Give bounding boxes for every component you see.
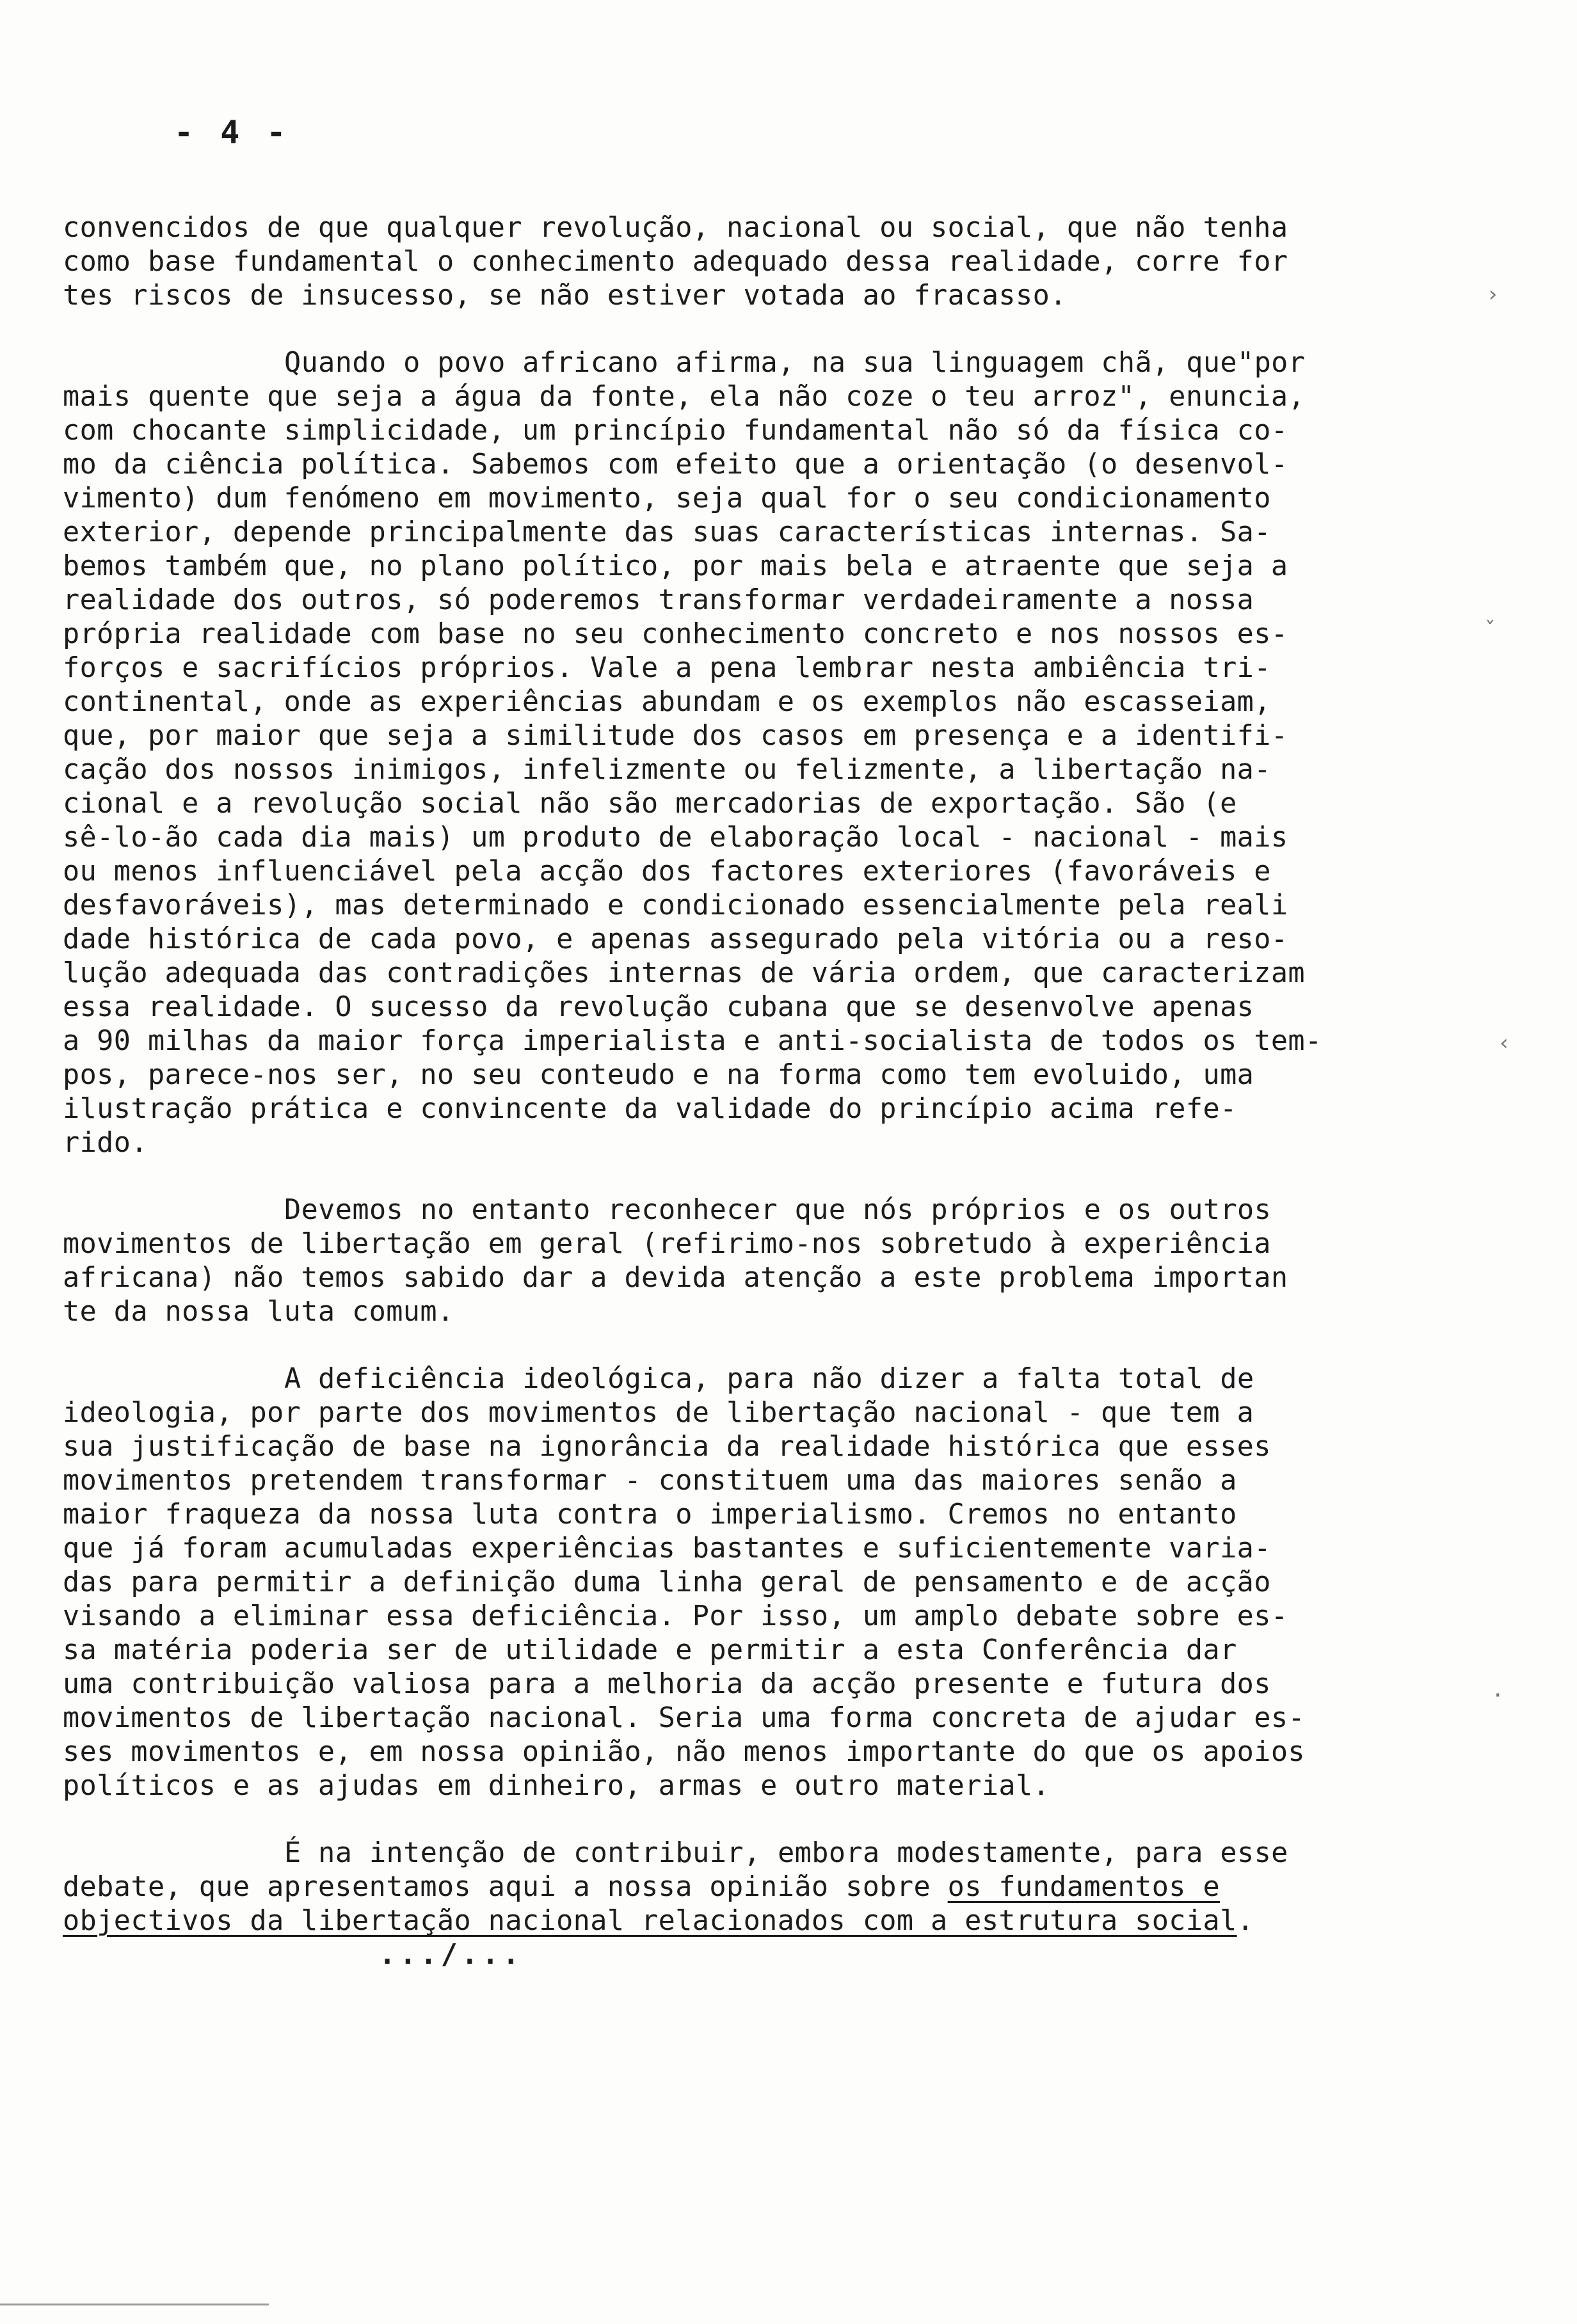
- paragraph-3: [63, 1193, 1445, 1329]
- text-line: realidade dos outros, só poderemos transformar verdadeiramente a nossa: [63, 584, 1254, 616]
- text-line: tes riscos de insucesso, se não estiver votada ao fracasso.: [63, 280, 1067, 312]
- text-line: ses movimentos e, em nossa opinião, não menos importante do que os apoios: [63, 1736, 1306, 1768]
- continuation-mark: .../...: [379, 1939, 524, 1971]
- text-line: com chocante simplicidade, um princípio fundamental não só da física co-: [63, 415, 1288, 447]
- text-line: desfavoráveis), mas determinado e condicionado essencialmente pela reali: [63, 889, 1288, 921]
- scan-edge-line: [0, 2304, 269, 2305]
- text-line: Devemos no entanto reconhecer que nós próprios e os outros: [284, 1194, 1272, 1226]
- underlined-phrase: objectivos da libertação nacional relacionados com a estrutura social: [63, 1905, 1237, 1937]
- text-line: políticos e as ajudas em dinheiro, armas e outro material.: [63, 1770, 1050, 1802]
- margin-tick: ˇ: [1484, 617, 1497, 643]
- paragraph-1: [63, 211, 1445, 313]
- text-segment: debate, que apresentamos aqui a nossa opinião sobre: [63, 1871, 948, 1903]
- text-line: essa realidade. O sucesso da revolução cubana que se desenvolve apenas: [63, 991, 1254, 1023]
- text-line: das para permitir a definição duma linha geral de pensamento e de acção: [63, 1566, 1271, 1598]
- text-line: como base fundamental o conhecimento adequado dessa realidade, corre for: [63, 246, 1288, 278]
- text-line: visando a eliminar essa deficiência. Por isso, um amplo debate sobre es-: [63, 1600, 1288, 1632]
- text-line: [63, 1904, 1445, 1938]
- text-line: exterior, depende principalmente das suas características internas. Sa-: [63, 516, 1271, 548]
- text-line: pos, parece-nos ser, no seu conteudo e na forma como tem evoluido, uma: [63, 1059, 1254, 1091]
- text-line: sê-lo-ão cada dia mais) um produto de elaboração local - nacional - mais: [63, 822, 1288, 854]
- paragraph-5: [63, 1836, 1445, 1938]
- margin-tick: ‹: [1498, 1030, 1511, 1056]
- body-text: [63, 211, 1445, 1971]
- text-line: cação dos nossos inimigos, infelizmente ou felizmente, a libertação na-: [63, 754, 1271, 786]
- margin-tick: ·: [1491, 1683, 1505, 1708]
- text-line: Quando o povo africano afirma, na sua linguagem chã, que"por: [284, 347, 1306, 379]
- text-line: própria realidade com base no seu conhecimento concreto e nos nossos es-: [63, 618, 1288, 650]
- paragraph-2: [63, 346, 1445, 1160]
- text-line: movimentos de libertação em geral (refirimo-nos sobretudo à experiência: [63, 1228, 1271, 1260]
- text-line: uma contribuição valiosa para a melhoria da acção presente e futura dos: [63, 1668, 1271, 1700]
- text-line: mais quente que seja a água da fonte, ela não coze o teu arroz", enuncia,: [63, 381, 1306, 413]
- text-line: movimentos pretendem transformar - constituem uma das maiores senão a: [63, 1465, 1237, 1497]
- text-line: rido.: [63, 1127, 148, 1159]
- text-line: É na intenção de contribuir, embora modestamente, para esse: [284, 1837, 1288, 1869]
- text-line: ou menos influenciável pela acção dos factores exteriores (favoráveis e: [63, 856, 1271, 887]
- text-line: [63, 1870, 1445, 1904]
- text-line: continental, onde as experiências abundam e os exemplos não escasseiam,: [63, 686, 1271, 718]
- text-line: ilustração prática e convincente da validade do princípio acima refe-: [63, 1093, 1237, 1125]
- text-line: que, por maior que seja a similitude dos casos em presença e a identifi-: [63, 720, 1288, 752]
- text-line: te da nossa luta comum.: [63, 1296, 454, 1328]
- text-line: dade histórica de cada povo, e apenas assegurado pela vitória ou a reso-: [63, 923, 1288, 955]
- underlined-phrase: os fundamentos e: [947, 1871, 1221, 1903]
- text-line: mo da ciência política. Sabemos com efeito que a orientação (o desenvol-: [63, 449, 1288, 481]
- margin-tick: ›: [1486, 282, 1500, 307]
- text-line: lução adequada das contradições internas de vária ordem, que caracterizam: [63, 957, 1306, 989]
- text-line: cional e a revolução social não são mercadorias de exportação. São (e: [63, 788, 1237, 820]
- text-line: convencidos de que qualquer revolução, nacional ou social, que não tenha: [63, 212, 1288, 244]
- text-line: africana) não temos sabido dar a devida atenção a este problema importan: [63, 1262, 1288, 1294]
- text-line: que já foram acumuladas experiências bastantes e suficientemente varia-: [63, 1532, 1271, 1564]
- text-line: A deficiência ideológica, para não dizer a falta total de: [284, 1363, 1254, 1395]
- text-line: maior fraqueza da nossa luta contra o imperialismo. Cremos no entanto: [63, 1499, 1237, 1531]
- text-line: ideologia, por parte dos movimentos de libertação nacional - que tem a: [63, 1397, 1254, 1429]
- text-line: sa matéria poderia ser de utilidade e permitir a esta Conferência dar: [63, 1634, 1237, 1666]
- text-line: bemos também que, no plano político, por mais bela e atraente que seja a: [63, 550, 1288, 582]
- text-line: sua justificação de base na ignorância da realidade histórica que esses: [63, 1431, 1271, 1463]
- text-line: forços e sacrifícios próprios. Vale a pena lembrar nesta ambiência tri-: [63, 652, 1271, 684]
- page-number: - 4 -: [174, 114, 290, 151]
- text-segment: .: [1237, 1905, 1254, 1937]
- text-line: a 90 milhas da maior força imperialista e anti-socialista de todos os tem-: [63, 1025, 1322, 1057]
- text-line: movimentos de libertação nacional. Seria uma forma concreta de ajudar es-: [63, 1702, 1306, 1734]
- text-line: vimento) dum fenómeno em movimento, seja qual for o seu condicionamento: [63, 482, 1271, 514]
- paragraph-4: [63, 1362, 1445, 1803]
